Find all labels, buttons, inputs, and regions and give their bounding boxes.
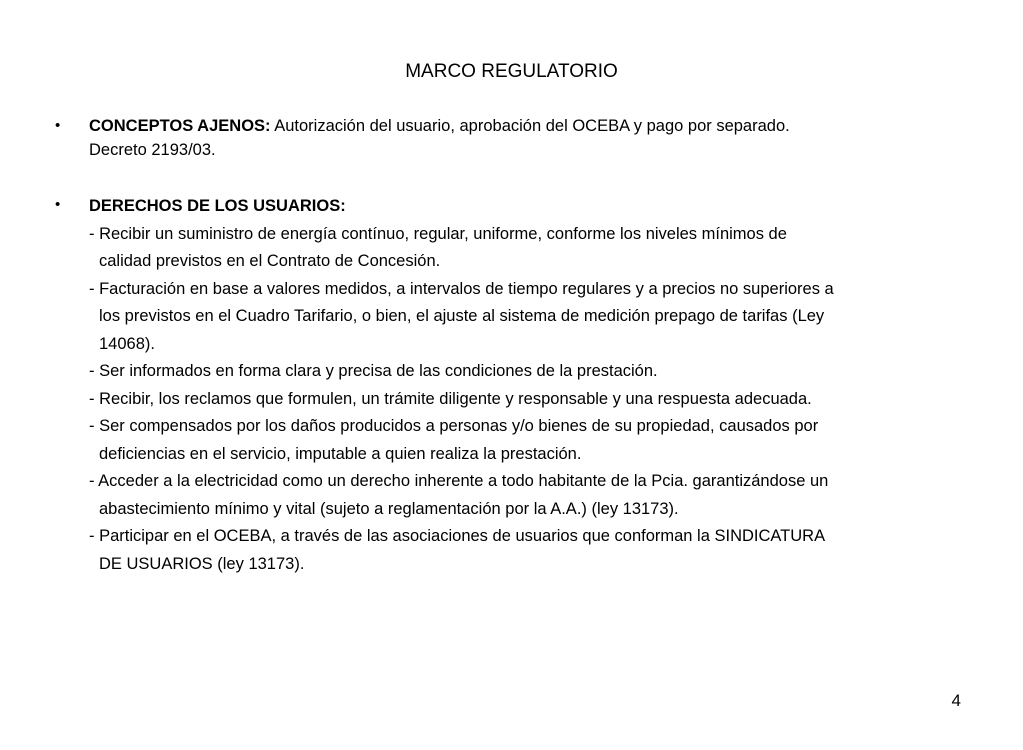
list-item xyxy=(89,468,979,523)
list-item-line: los previstos en el Cuadro Tarifario, o bien, el ajuste al sistema de medición prepago de tarifas (Ley xyxy=(99,307,825,325)
list-item-line: - Participar en el OCEBA, a través de las asociaciones de usuarios que conforman la SINDICATURA xyxy=(89,527,826,545)
section-heading: DERECHOS DE LOS USUARIOS: xyxy=(89,197,346,215)
list-item-line: - Acceder a la electricidad como un derecho inherente a todo habitante de la Pcia. garantizándose un xyxy=(89,472,829,490)
list-item xyxy=(89,221,979,276)
slide-title: MARCO REGULATORIO xyxy=(405,61,618,82)
section-derechos-usuarios xyxy=(89,193,979,578)
list-item-line: - Facturación en base a valores medidos, a intervalos de tiempo regulares y a precios no superiores a xyxy=(89,279,834,298)
list-item xyxy=(89,358,979,386)
bullet-marker: • xyxy=(55,117,61,134)
page-number: 4 xyxy=(951,691,961,710)
list-item-line: 14068). xyxy=(99,334,155,353)
list-item-line: - Ser compensados por los daños producidos a personas y/o bienes de su propiedad, causados por xyxy=(89,417,819,435)
list-item-line: - Recibir, los reclamos que formulen, un trámite diligente y responsable y una respuesta adecuada. xyxy=(89,389,812,408)
list-item-line: calidad previstos en el Contrato de Concesión. xyxy=(99,252,441,270)
list-item-line: - Recibir un suministro de energía contínuo, regular, uniforme, conforme los niveles mínimos de xyxy=(89,224,787,243)
section-conceptos-ajenos xyxy=(89,114,979,162)
bullet-marker: • xyxy=(55,196,61,213)
list-item-line: - Ser informados en forma clara y precisa de las condiciones de la prestación. xyxy=(89,362,658,380)
section-heading: CONCEPTOS AJENOS: xyxy=(89,117,271,135)
list-item-line: abastecimiento mínimo y vital (sujeto a reglamentación por la A.A.) (ley 13173). xyxy=(99,499,679,518)
list-item xyxy=(89,276,979,359)
section-text: Autorización del usuario, aprobación del OCEBA y pago por separado. xyxy=(270,117,790,135)
list-item xyxy=(89,386,979,414)
section-text-continued: Decreto 2193/03. xyxy=(89,141,216,159)
list-item xyxy=(89,523,979,578)
list-item-line: DE USUARIOS (ley 13173). xyxy=(99,554,305,573)
list-item xyxy=(89,413,979,468)
list-item-line: deficiencias en el servicio, imputable a quien realiza la prestación. xyxy=(99,444,582,463)
